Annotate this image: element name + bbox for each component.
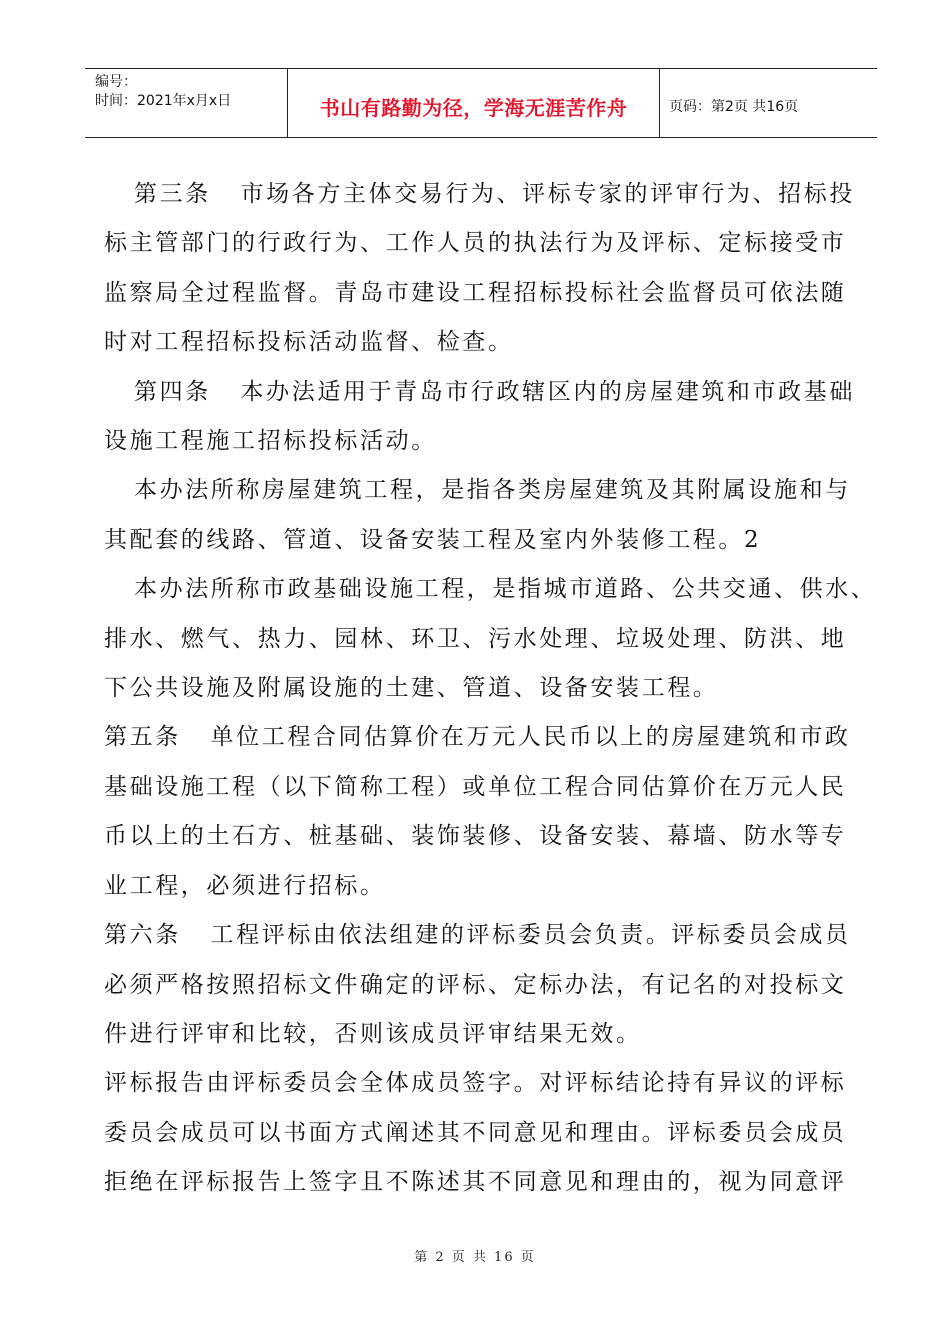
text-line: 基础设施工程（以下简称工程）或单位工程合同估算价在万元人民 (104, 773, 847, 800)
text-line: 拒绝在评标报告上签字且不陈述其不同意见和理由的，视为同意评 (104, 1169, 847, 1196)
text-line: 件进行评审和比较，否则该成员评审结果无效。 (104, 1020, 642, 1047)
text-line: 时对工程招标投标活动监督、检查。 (104, 329, 514, 356)
text-line: 标主管部门的行政行为、工作人员的执法行为及评标、定标接受市 (104, 230, 847, 257)
text-line: 排水、燃气、热力、园林、环卫、污水处理、垃圾处理、防洪、地 (104, 625, 847, 652)
text-line: 业工程，必须进行招标。 (104, 872, 386, 899)
text-line: 委员会成员可以书面方式阐述其不同意见和理由。评标委员会成员 (104, 1119, 847, 1146)
page-footer: 第 2 页 共 16 页 (414, 1250, 536, 1265)
header-page-cell (660, 69, 877, 137)
page-label: 页码：第2页 共16页 (669, 99, 799, 115)
text-line: 其配套的线路、管道、设备安装工程及室内外装修工程。2 (104, 526, 762, 553)
header-slogan-cell (288, 69, 660, 137)
document-header (85, 68, 877, 138)
text-line: 本办法所称市政基础设施工程，是指城市道路、公共交通、供水、 (134, 576, 877, 603)
text-line: 必须严格按照招标文件确定的评标、定标办法，有记名的对投标文 (104, 971, 847, 998)
text-line: 币以上的土石方、桩基础、装饰装修、设备安装、幕墙、防水等专 (104, 823, 847, 850)
text-line: 第五条 单位工程合同估算价在万元人民币以上的房屋建筑和市政 (104, 724, 851, 751)
text-line: 第三条 市场各方主体交易行为、评标专家的评审行为、招标投 (134, 181, 855, 207)
document-body (104, 170, 877, 1208)
text-line: 评标报告由评标委员会全体成员签字。对评标结论持有异议的评标 (104, 1070, 847, 1097)
text-line: 下公共设施及附属设施的土建、管道、设备安装工程。 (104, 675, 719, 702)
time-label: 时间：2021年x月x日 (95, 93, 232, 109)
text-line: 第四条 本办法适用于青岛市行政辖区内的房屋建筑和市政基础 (134, 378, 855, 405)
slogan: 书山有路勤为径，学海无涯苦作舟 (319, 95, 628, 120)
number-label: 编号： (95, 74, 137, 90)
text-line: 第六条 工程评标由依法组建的评标委员会负责。评标委员会成员 (104, 922, 851, 949)
header-meta-cell (85, 69, 288, 137)
text-line: 监察局全过程监督。青岛市建设工程招标投标社会监督员可依法随 (104, 279, 847, 306)
text-line: 设施工程施工招标投标活动。 (104, 428, 437, 455)
text-line: 本办法所称房屋建筑工程，是指各类房屋建筑及其附属设施和与 (134, 477, 851, 504)
